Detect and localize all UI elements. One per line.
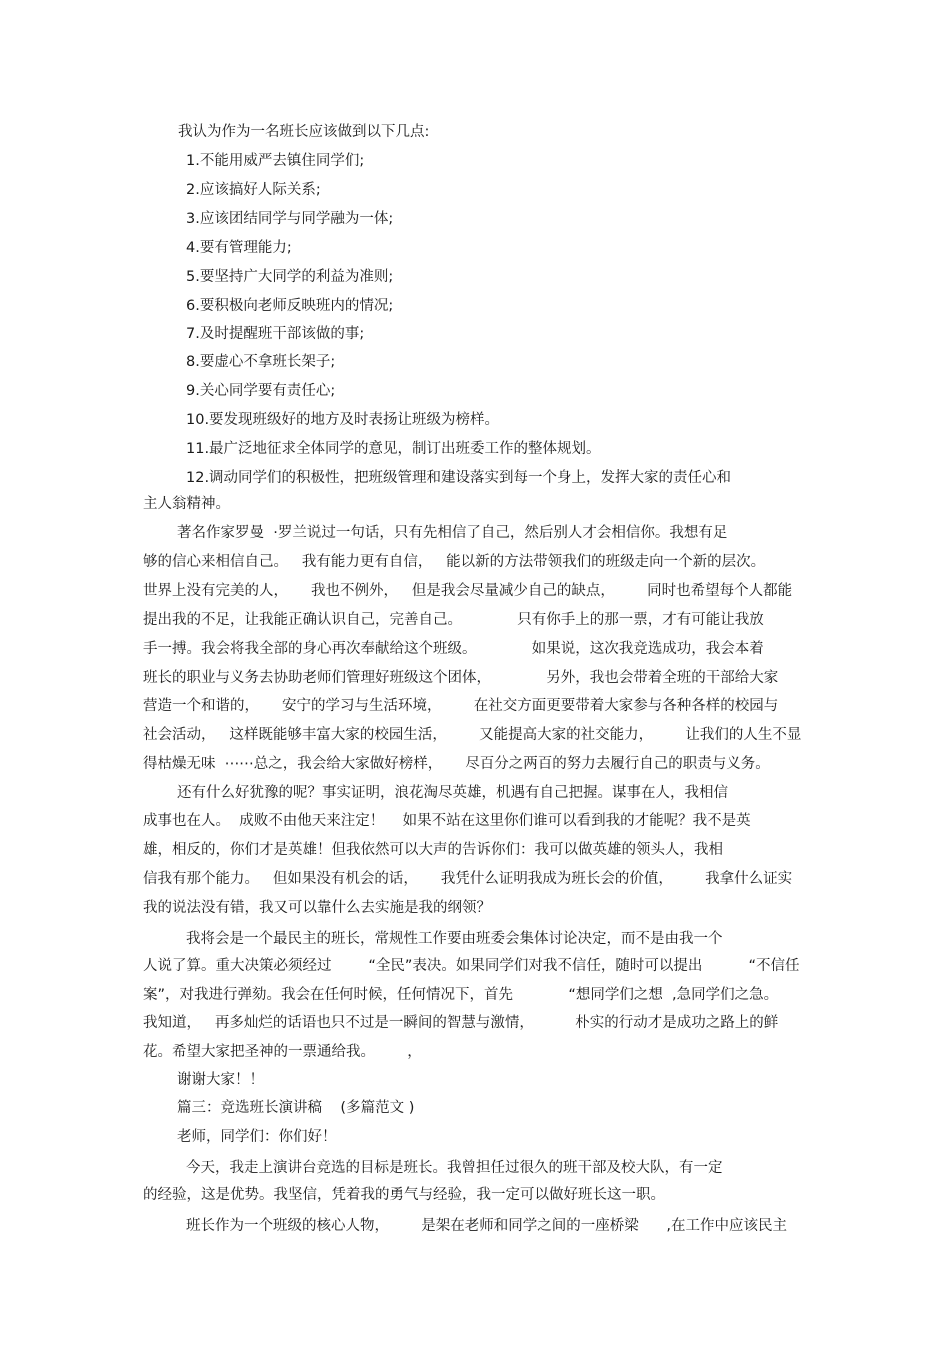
text-line: 我的说法没有错，我又可以靠什么去实施是我的纲领？ (143, 900, 491, 916)
text-line: 人说了算。重大决策必须经过 “全民”表决。如果同学们对我不信任，随时可以提出 “不信任 (143, 958, 800, 974)
list-item-12: 12.调动同学们的积极性，把班级管理和建设落实到每一个身上，发挥大家的责任心和 (186, 470, 732, 486)
list-item-8: 8.要虚心不拿班长架子; (186, 354, 336, 370)
text-line: 的经验，这是优势。我坚信，凭着我的勇气与经验，我一定可以做好班长这一职。 (143, 1187, 665, 1203)
text-line: 手一搏。我会将我全部的身心再次奉献给这个班级。 如果说，这次我竞选成功，我会本着 (143, 641, 764, 657)
text-line: 提出我的不足，让我能正确认识自己，完善自己。 只有你手上的那一票，才有可能让我放 (143, 612, 764, 628)
text-line: 著名作家罗曼 ·罗兰说过一句话，只有先相信了自己，然后别人才会相信你。我想有足 (177, 525, 728, 541)
text-line: 成事也在人。 成败不由他天来注定！ 如果不站在这里你们谁可以看到我的才能呢？我不是英 (143, 813, 751, 829)
list-item-6: 6.要积极向老师反映班内的情况; (186, 298, 394, 314)
text-line: 世界上没有完美的人， 我也不例外， 但是我会尽量减少自己的缺点， 同时也希望每个人都能 (143, 583, 793, 599)
section-heading: 篇三：竞选班长演讲稿 (多篇范文 ) (177, 1100, 415, 1116)
intro-line: 我认为作为一名班长应该做到以下几点: (178, 124, 430, 140)
text-line: 社会活动， 这样既能够丰富大家的校园生活， 又能提高大家的社交能力， 让我们的人生不显 (143, 727, 802, 743)
list-item-5: 5.要坚持广大同学的利益为准则; (186, 269, 394, 285)
text-line: 谢谢大家！！ (177, 1072, 264, 1088)
text-line: 得枯燥无味 ⋯⋯总之，我会给大家做好榜样， 尽百分之两百的努力去履行自己的职责与义务。 (143, 756, 770, 772)
text-line: 花。希望大家把圣神的一票通给我。 ， (143, 1044, 422, 1060)
list-item-10: 10.要发现班级好的地方及时表扬让班级为榜样。 (186, 412, 500, 428)
text-line: 老师，同学们：你们好！ (177, 1129, 337, 1145)
list-item-2: 2.应该搞好人际关系; (186, 182, 321, 198)
text-line: 还有什么好犹豫的呢？事实证明，浪花淘尽英雄，机遇有自己把握。谋事在人，我相信 (177, 785, 728, 801)
list-item-9: 9.关心同学要有责任心; (186, 383, 336, 399)
list-item-1: 1.不能用威严去镇住同学们; (186, 153, 365, 169)
list-item-7: 7.及时提醒班干部该做的事; (186, 326, 365, 342)
text-line: 今天，我走上演讲台竞选的目标是班长。我曾担任过很久的班干部及校大队，有一定 (186, 1160, 723, 1176)
text-line: 主人翁精神。 (143, 496, 230, 512)
text-line: 我知道， 再多灿烂的话语也只不过是一瞬间的智慧与激情， 朴实的行动才是成功之路上的鲜 (143, 1015, 779, 1031)
text-line: 班长的职业与义务去协助老师们管理好班级这个团体， 另外，我也会带着全班的干部给大家 (143, 670, 779, 686)
text-line: 营造一个和谐的， 安宁的学习与生活环境， 在社交方面更要带着大家参与各种各样的校园与 (143, 698, 779, 714)
text-line: 案”，对我进行弹劾。我会在任何时候，任何情况下，首先 “想同学们之想 ,急同学们之急。 (143, 987, 779, 1003)
text-line: 我将会是一个最民主的班长，常规性工作要由班委会集体讨论决定，而不是由我一个 (186, 931, 723, 947)
list-item-4: 4.要有管理能力; (186, 240, 292, 256)
text-line: 够的信心来相信自己。 我有能力更有自信， 能以新的方法带领我们的班级走向一个新的层次。 (143, 554, 766, 570)
list-item-3: 3.应该团结同学与同学融为一体; (186, 211, 394, 227)
list-item-11: 11.最广泛地征求全体同学的意见，制订出班委工作的整体规划。 (186, 441, 601, 457)
text-line: 信我有那个能力。 但如果没有机会的话， 我凭什么证明我成为班长会的价值， 我拿什么证实 (143, 871, 793, 887)
text-line: 雄，相反的，你们才是英雄！但我依然可以大声的告诉你们：我可以做英雄的领头人，我相 (143, 842, 723, 858)
text-line: 班长作为一个班级的核心人物， 是架在老师和同学之间的一座桥梁 ,在工作中应该民主 (186, 1218, 788, 1234)
